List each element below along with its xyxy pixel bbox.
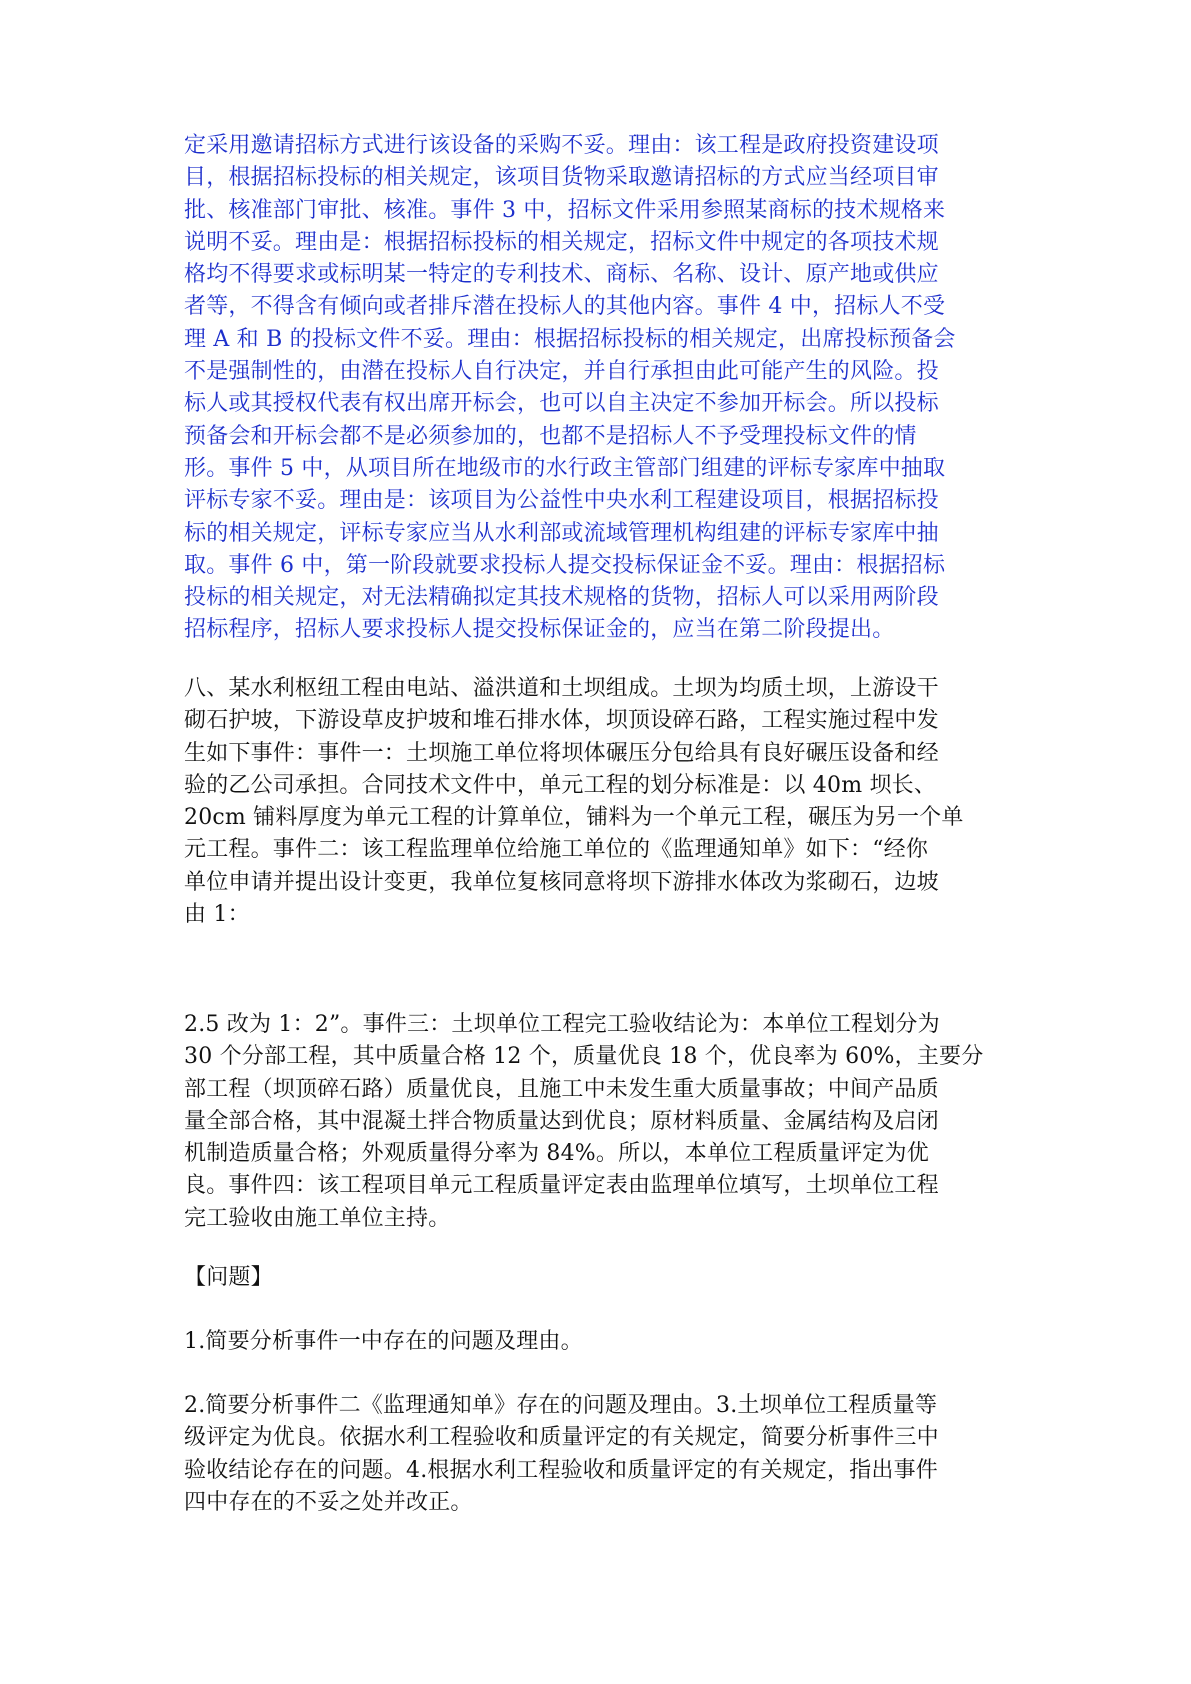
- answer-paragraph: 定采用邀请招标方式进行该设备的采购不妥。理由：该工程是政府投资建设项 目，根据招标投标的相关规定，该项目货物采取邀请招标的方式应当经项目审 批、核准部门审批、核准。事件 3 中，招标文件采用参照某商标的技术规格来 说明不妥。理由是：根据招标投标的相关规定，招标文件中规定的各项技术规 格均不得要求或标明某一特定的专利技术、商标、名称、设计、原产地或供应 者等，不得含有倾向或者排斥潜在投标人的其他内容。事件 4 中，招标人不受 理 A 和 B 的投标文件不妥。理由：根据招标投标的相关规定，出席投标预备会 不是强制性的，由潜在投标人自行决定，并自行承担由此可能产生的风险。投 标人或其授权代表有权出席开标会，也可以自主决定不参加开标会。所以投标 预备会和开标会都不是必须参加的，也都不是招标人不予受理投标文件的情 形。事件 5 中，从项目所在地级市的水行政主管部门组建的评标专家库中抽取 评标专家不妥。理由是：该项目为公益性中央水利工程建设项目，根据招标投 标的相关规定，评标专家应当从水利部或流域管理机构组建的评标专家库中抽 取。事件 6 中，第一阶段就要求投标人提交投标保证金不妥。理由：根据招标 投标的相关规定，对无法精确拟定其技术规格的货物，招标人可以采用两阶段 招标程序，招标人要求投标人提交投标保证金的，应当在第二阶段提出。: [184, 133, 956, 643]
- question-1: 1.简要分析事件一中存在的问题及理由。: [184, 1329, 583, 1354]
- question-2-to-4: 2.简要分析事件二《监理通知单》存在的问题及理由。3.土坝单位工程质量等 级评定为优良。依据水利工程验收和质量评定的有关规定，简要分析事件三中 验收结论存在的问题。4.根据水利工程验收和质量评定的有关规定，指出事件 四中存在的不妥之处并改正。: [184, 1393, 939, 1515]
- questions-heading: 【问题】: [184, 1265, 273, 1290]
- case-events-paragraph: 2.5 改为 1：2”。事件三：土坝单位工程完工验收结论为：本单位工程划分为 30 个分部工程，其中质量合格 12 个，质量优良 18 个，优良率为 60%，主要分 部工程（坝顶碎石路）质量优良，且施工中未发生重大质量事故；中间产品质 量全部合格，其中混凝土拌合物质量达到优良；原材料质量、金属结构及启闭 机制造质量合格；外观质量得分率为 84%。所以，本单位工程质量评定为优 良。事件四：该工程项目单元工程质量评定表由监理单位填写，土坝单位工程 完工验收由施工单位主持。: [184, 1012, 984, 1231]
- case-description-paragraph: 八、某水利枢纽工程由电站、溢洪道和土坝组成。土坝为均质土坝，上游设干 砌石护坡，下游设草皮护坡和堆石排水体，坝顶设碎石路，工程实施过程中发 生如下事件：事件一：土坝施工单位将坝体碾压分包给具有良好碾压设备和经 验的乙公司承担。合同技术文件中，单元工程的划分标准是：以 40m 坝长、 20cm 铺料厚度为单元工程的计算单位，铺料为一个单元工程，碾压为另一个单 元工程。事件二：该工程监理单位给施工单位的《监理通知单》如下：“经你 单位申请并提出设计变更，我单位复核同意将坝下游排水体改为浆砌石，边坡 由 1：: [184, 676, 964, 928]
